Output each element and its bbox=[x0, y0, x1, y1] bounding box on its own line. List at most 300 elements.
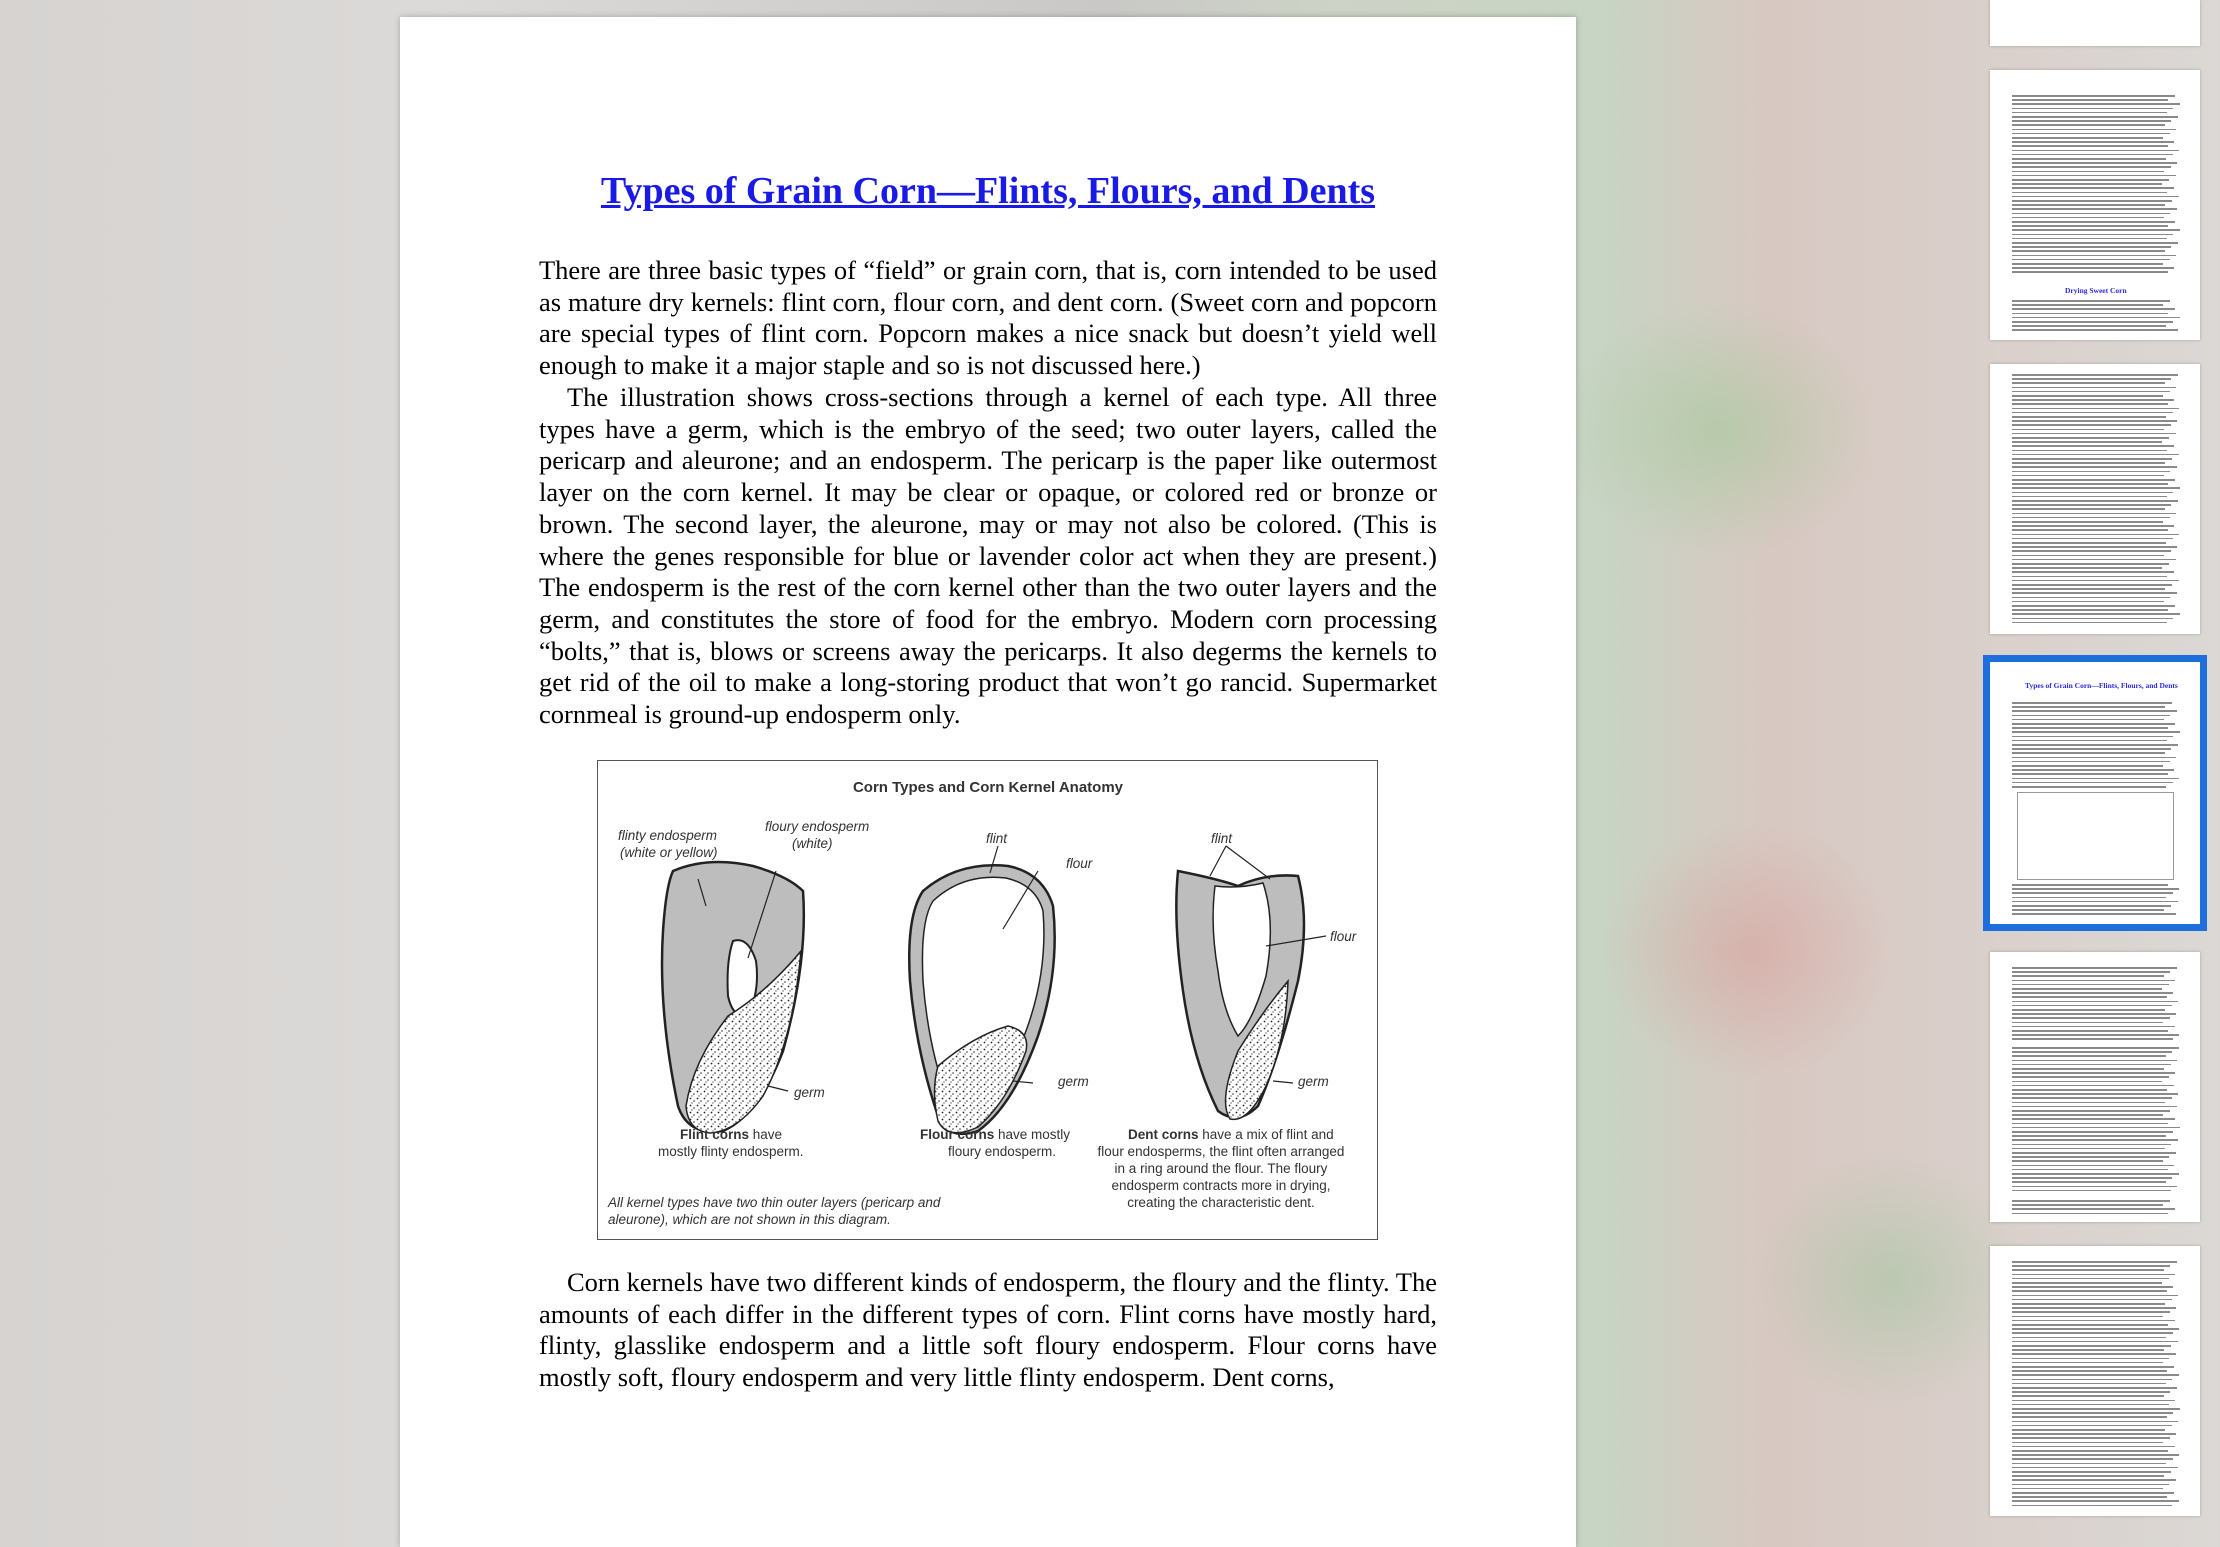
thumbnail-text-line bbox=[2012, 1332, 2173, 1334]
thumbnail-text-line bbox=[2012, 1437, 2170, 1439]
thumbnail-text-line bbox=[2012, 715, 2170, 717]
thumbnail-text-line bbox=[2012, 1152, 2176, 1154]
thumbnail-text-line bbox=[2012, 1496, 2167, 1498]
thumbnail-text-line bbox=[2012, 1169, 2168, 1171]
thumbnail-text-line bbox=[2012, 403, 2168, 405]
thumbnail-text-line bbox=[2012, 255, 2176, 257]
thumbnail-text-line bbox=[2012, 909, 2164, 911]
thumbnail-text-line bbox=[2012, 1106, 2177, 1108]
thumbnail-text-line bbox=[2012, 129, 2176, 131]
thumbnail-text-line bbox=[2012, 217, 2164, 219]
thumbnail-text-line bbox=[2012, 1488, 2163, 1490]
thumbnail-text-line bbox=[2012, 1102, 2165, 1104]
thumbnail-text-line bbox=[2012, 1383, 2166, 1385]
label-floury-endosperm: (white) bbox=[792, 836, 833, 851]
thumbnail-text-line bbox=[2012, 580, 2179, 582]
thumbnail-text-line bbox=[2012, 1425, 2172, 1427]
thumbnail-text-line bbox=[2012, 1362, 2163, 1364]
thumbnail-text-line bbox=[2012, 458, 2172, 460]
thumbnail-text-line bbox=[2012, 263, 2163, 265]
thumbnail-text-line bbox=[2012, 1500, 2179, 1502]
thumbnail-text-line bbox=[2012, 1064, 2171, 1066]
label-germ: germ bbox=[1298, 1074, 1329, 1089]
thumbnail-text-line bbox=[2012, 1110, 2170, 1112]
body-paragraph: The illustration shows cross-sections through a kernel of each type. All three types have a germ, which is the embryo of the seed; two outer layers, called the pericarp and aleurone; and an endosperm. The pericarp is the paper like outermost layer on the corn kernel. It may be clear or opaque, or colored red or bronze or brown. The second layer, the aleurone, may or may not also be colored. (This is where the genes responsible for blue or lavender color act when they are present.) The endosperm is the rest of the corn kernel other than the two outer layers and the germ, and constitutes the store of food for the embryo. Modern corn processing “bolts,” that is, blows or screens away the pericarps. It also degerms the kernels to get rid of the oil to make a long-storing product that won’t go rancid. Supermarket cornmeal is ground-up endosperm only. bbox=[539, 382, 1437, 730]
thumbnail-text-line bbox=[2012, 1492, 2174, 1494]
background-blur bbox=[1750, 1150, 2030, 1410]
thumbnail-text-line bbox=[2012, 778, 2179, 780]
thumbnail-text-line bbox=[2012, 1165, 2174, 1167]
flint-caption: mostly flinty endosperm. bbox=[658, 1144, 804, 1159]
thumbnail-text-line bbox=[2012, 395, 2163, 397]
thumbnail-text-line bbox=[2012, 550, 2171, 552]
thumbnail-text-line bbox=[2012, 462, 2165, 464]
thumbnail-text-line bbox=[2012, 992, 2173, 994]
thumbnail-text-line bbox=[2012, 500, 2178, 502]
thumbnail-text-line bbox=[2012, 187, 2174, 189]
thumbnail-text-line bbox=[2012, 1324, 2168, 1326]
thumbnail-text-line bbox=[2012, 727, 2168, 729]
thumbnail-text-line bbox=[2012, 1081, 2162, 1083]
thumbnail-text-line bbox=[2012, 534, 2179, 536]
thumbnail-text-line bbox=[2012, 1337, 2166, 1339]
background-blur bbox=[1600, 820, 1900, 1080]
thumbnail-text-line bbox=[2012, 374, 2178, 376]
thumbnail-text-line bbox=[2012, 259, 2170, 261]
thumbnail-text-line bbox=[2012, 200, 2172, 202]
thumbnail-text-line bbox=[2012, 225, 2168, 227]
thumbnail-text-line bbox=[2012, 706, 2165, 708]
label-flint: flint bbox=[986, 831, 1008, 846]
thumbnail-text-line bbox=[2012, 1421, 2178, 1423]
thumbnail-text-line bbox=[2012, 1190, 2171, 1192]
thumbnail-text-line bbox=[2012, 601, 2164, 603]
label-flinty-endosperm: flinty endosperm bbox=[618, 828, 718, 843]
thumbnail-text-line bbox=[2012, 1200, 2170, 1202]
thumbnail-text-line bbox=[2012, 1213, 2168, 1215]
thumbnail-text-line bbox=[2012, 1038, 2173, 1040]
thumbnail-text-line bbox=[2012, 108, 2173, 110]
thumbnail-text-line bbox=[2012, 133, 2170, 135]
thumbnail-text-line bbox=[2012, 234, 2173, 236]
thumbnail-text-line bbox=[2012, 555, 2164, 557]
thumbnail-text-line bbox=[2012, 1307, 2176, 1309]
thumbnail-text-line bbox=[2012, 154, 2173, 156]
thumbnail-text-line bbox=[2012, 399, 2174, 401]
thumbnail-text-line bbox=[2012, 1311, 2170, 1313]
dent-caption: endosperm contracts more in drying, bbox=[1111, 1178, 1331, 1193]
thumbnail-text-line bbox=[2012, 1278, 2169, 1280]
thumbnail-text-line bbox=[2012, 1208, 2175, 1210]
thumbnail-text-line bbox=[2012, 420, 2177, 422]
thumbnail-text-line bbox=[2012, 329, 2178, 331]
thumbnail-text-line bbox=[2012, 1055, 2166, 1057]
thumbnail-text-line bbox=[2012, 719, 2164, 721]
thumbnail-text-line bbox=[2012, 1097, 2172, 1099]
thumbnail-text-line bbox=[2012, 250, 2165, 252]
thumbnail-text-line bbox=[2012, 487, 2180, 489]
thumbnail-text-line bbox=[2012, 748, 2171, 750]
thumbnail-text-line bbox=[2012, 975, 2164, 977]
thumbnail-text-line bbox=[2012, 521, 2163, 523]
thumbnail-text-line bbox=[2012, 267, 2174, 269]
flint-kernel-icon bbox=[662, 862, 804, 1133]
thumbnail-text-line bbox=[2012, 1400, 2175, 1402]
thumbnail-text-line bbox=[2012, 1471, 2171, 1473]
thumbnail-text-line bbox=[2012, 584, 2172, 586]
thumbnail-text-line bbox=[2012, 1303, 2165, 1305]
thumbnail-text-line bbox=[2012, 1030, 2168, 1032]
thumbnail-text-line bbox=[2012, 1395, 2164, 1397]
thumbnail-text-line bbox=[2012, 1484, 2169, 1486]
thumbnail-text-line bbox=[2012, 913, 2176, 915]
figure-footnote: aleurone), which are not shown in this diagram. bbox=[608, 1212, 891, 1227]
thumbnail-text-line bbox=[2012, 308, 2175, 310]
thumbnail-text-line bbox=[2012, 137, 2163, 139]
thumbnail-text-line bbox=[2012, 1370, 2167, 1372]
thumbnail-text-line bbox=[2012, 1009, 2165, 1011]
thumbnail-text-line bbox=[2012, 437, 2169, 439]
thumbnail-text-line bbox=[2012, 1463, 2166, 1465]
thumbnail-text-line bbox=[2012, 567, 2162, 569]
thumbnail-text-line bbox=[2012, 141, 2174, 143]
thumbnail-text-line bbox=[2012, 1412, 2173, 1414]
thumbnail-text-line bbox=[2012, 492, 2173, 494]
flour-kernel-icon bbox=[909, 846, 1054, 1134]
thumbnail-text-line bbox=[2012, 508, 2165, 510]
thumbnail-text-line bbox=[2012, 1429, 2165, 1431]
thumbnail-text-line bbox=[2012, 559, 2176, 561]
thumbnail-text-line bbox=[2012, 740, 2167, 742]
thumbnail-text-line bbox=[2012, 103, 2180, 105]
flour-caption: floury endosperm. bbox=[948, 1144, 1057, 1159]
label-flinty-endosperm: (white or yellow) bbox=[620, 845, 718, 860]
thumbnail-text-line bbox=[2012, 304, 2163, 306]
thumbnail-text-line bbox=[2012, 525, 2174, 527]
thumbnail-text-line bbox=[2012, 1148, 2165, 1150]
thumbnail-text-line bbox=[2012, 1467, 2178, 1469]
label-floury-endosperm: floury endosperm bbox=[765, 819, 870, 834]
dent-caption: Dent corns have a mix of flint and bbox=[1128, 1127, 1334, 1142]
thumbnail-text-line bbox=[2012, 408, 2179, 410]
thumbnail-text-line bbox=[2012, 1404, 2169, 1406]
thumbnail-text-line bbox=[2012, 563, 2169, 565]
thumbnail-text-line bbox=[2012, 1328, 2179, 1330]
thumbnail-text-line bbox=[2012, 466, 2177, 468]
thumbnail-text-line bbox=[2012, 321, 2173, 323]
thumbnail-text-line bbox=[2012, 1005, 2172, 1007]
thumbnail-text-line bbox=[2012, 454, 2179, 456]
thumbnail-text-line bbox=[2012, 1345, 2171, 1347]
thumbnail-text-line bbox=[2012, 1320, 2175, 1322]
thumbnail-text-line bbox=[2012, 1358, 2169, 1360]
thumbnail-text-line bbox=[2012, 710, 2177, 712]
thumbnail-text-line bbox=[2012, 496, 2167, 498]
thumbnail-text-line bbox=[2012, 1022, 2163, 1024]
thumbnail-text-line bbox=[2012, 1177, 2172, 1179]
thumbnail-text-line bbox=[2012, 1274, 2175, 1276]
page-thumbnail[interactable] bbox=[1990, 1246, 2200, 1516]
thumbnail-text-line bbox=[2012, 441, 2162, 443]
thumbnail-text-line bbox=[2012, 996, 2167, 998]
dent-caption: creating the characteristic dent. bbox=[1127, 1195, 1315, 1210]
thumbnail-text-line bbox=[2012, 325, 2166, 327]
thumbnail-text-line bbox=[2012, 150, 2179, 152]
thumbnail-text-line bbox=[2012, 1299, 2172, 1301]
thumbnail-text-line bbox=[2012, 1034, 2179, 1036]
thumbnail-text-line bbox=[2012, 736, 2173, 738]
thumbnail-text-line bbox=[2012, 984, 2169, 986]
thumbnail-text-line bbox=[2012, 1353, 2176, 1355]
background-blur bbox=[1560, 300, 1880, 560]
thumbnail-text-line bbox=[2012, 769, 2174, 771]
thumbnail-text-line bbox=[2012, 1505, 2172, 1507]
thumbnail-text-line bbox=[2012, 1114, 2163, 1116]
thumbnail-text-line bbox=[2012, 1156, 2169, 1158]
thumbnail-text-line bbox=[2012, 242, 2178, 244]
thumbnail-text-line bbox=[2012, 1204, 2163, 1206]
thumbnail-title: Drying Sweet Corn bbox=[2065, 286, 2127, 295]
thumbnail-text-line bbox=[2012, 1341, 2178, 1343]
thumbnail-text-line bbox=[2012, 387, 2176, 389]
thumbnail-text-line bbox=[2012, 1479, 2176, 1481]
thumbnail-text-line bbox=[2012, 723, 2175, 725]
thumbnail-text-line bbox=[2012, 1013, 2176, 1015]
thumbnail-text-line bbox=[2012, 517, 2170, 519]
thumbnail-text-line bbox=[2012, 171, 2164, 173]
thumbnail-text-line bbox=[2012, 782, 2173, 784]
thumbnail-text-line bbox=[2012, 166, 2171, 168]
thumbnail-text-line bbox=[2012, 892, 2173, 894]
thumbnail-text-line bbox=[2012, 124, 2165, 126]
flint-caption: Flint corns have bbox=[680, 1127, 783, 1142]
thumbnail-text-line bbox=[2012, 1186, 2177, 1188]
thumbnail-text-line bbox=[2012, 238, 2167, 240]
thumbnail-text-line bbox=[2012, 757, 2176, 759]
thumbnail-text-line bbox=[2012, 592, 2177, 594]
page-title[interactable]: Types of Grain Corn—Flints, Flours, and Dents bbox=[600, 170, 1376, 212]
thumbnail-text-line bbox=[2012, 479, 2175, 481]
page-thumbnail[interactable] bbox=[1990, 70, 2200, 340]
thumbnail-text-line bbox=[2012, 445, 2174, 447]
thumbnail-text-line bbox=[2012, 1139, 2178, 1141]
thumbnail-text-line bbox=[2012, 1269, 2164, 1271]
thumbnail-text-line bbox=[2012, 378, 2171, 380]
figure-title: Corn Types and Corn Kernel Anatomy bbox=[852, 779, 1124, 796]
thumbnail-text-line bbox=[2012, 761, 2170, 763]
thumbnail-text-line bbox=[2012, 744, 2178, 746]
thumbnail-text-line bbox=[2012, 483, 2168, 485]
thumbnail-text-line bbox=[2012, 95, 2175, 97]
thumbnail-text-line bbox=[2012, 1265, 2170, 1267]
thumbnail-text-line bbox=[2012, 313, 2168, 315]
figure-footnote: All kernel types have two thin outer layers (pericarp and bbox=[608, 1195, 941, 1210]
thumbnail-text-line bbox=[2012, 382, 2165, 384]
thumbnail-text-line bbox=[2012, 300, 2170, 302]
thumbnail-text-line bbox=[2012, 1454, 2179, 1456]
thumbnail-text-line bbox=[2012, 504, 2171, 506]
thumbnail-text-line bbox=[2012, 213, 2170, 215]
page-thumbnail[interactable] bbox=[1990, 952, 2200, 1222]
thumbnail-text-line bbox=[2012, 1261, 2177, 1263]
thumbnail-text-line bbox=[2012, 597, 2170, 599]
thumbnail-text-line bbox=[2012, 538, 2173, 540]
thumbnail-title: Types of Grain Corn—Flints, Flours, and Dents bbox=[2025, 681, 2178, 690]
thumbnail-text-line bbox=[2012, 158, 2166, 160]
page-thumbnail[interactable] bbox=[1990, 0, 2200, 46]
thumbnail-text-line bbox=[2012, 1408, 2180, 1410]
dent-caption: in a ring around the flour. The floury bbox=[1114, 1161, 1328, 1176]
thumbnail-text-line bbox=[2012, 1433, 2176, 1435]
corn-kernel-diagram bbox=[598, 761, 1379, 1241]
thumbnail-text-line bbox=[2012, 433, 2176, 435]
thumbnail-text-line bbox=[2012, 888, 2179, 890]
thumbnail-text-line bbox=[2012, 1286, 2173, 1288]
thumbnail-text-line bbox=[2012, 1017, 2170, 1019]
thumbnail-text-line bbox=[2012, 901, 2178, 903]
thumbnail-text-line bbox=[2012, 1160, 2163, 1162]
flour-caption: Flour corns have mostly bbox=[920, 1127, 1071, 1142]
thumbnail-text-line bbox=[2012, 1181, 2166, 1183]
thumbnail-text-line bbox=[2012, 317, 2180, 319]
thumbnail-text-line bbox=[2012, 884, 2168, 886]
thumbnail-text-line bbox=[2012, 605, 2175, 607]
page-thumbnail-selected[interactable] bbox=[1990, 662, 2200, 924]
thumbnail-text-line bbox=[2012, 99, 2168, 101]
page-thumbnail-sidebar[interactable] bbox=[1990, 0, 2200, 1536]
thumbnail-text-line bbox=[2012, 571, 2174, 573]
thumbnail-text-line bbox=[2012, 1458, 2173, 1460]
thumbnail-text-line bbox=[2012, 1076, 2169, 1078]
thumbnail-text-line bbox=[2012, 1282, 2162, 1284]
thumbnail-text-line bbox=[2012, 416, 2166, 418]
thumbnail-text-line bbox=[2012, 271, 2168, 273]
thumbnail-text-line bbox=[2012, 1316, 2163, 1318]
thumbnail-text-line bbox=[2012, 112, 2167, 114]
thumbnail-figure bbox=[2017, 792, 2174, 880]
thumbnail-text-line bbox=[2012, 175, 2176, 177]
thumbnail-text-line bbox=[2012, 412, 2173, 414]
thumbnail-text-line bbox=[2012, 120, 2171, 122]
thumbnail-text-line bbox=[2012, 1475, 2164, 1477]
thumbnail-text-line bbox=[2012, 162, 2177, 164]
thumbnail-text-line bbox=[2012, 1379, 2172, 1381]
thumbnail-text-line bbox=[2012, 179, 2169, 181]
dent-caption: flour endosperms, the flint often arranged bbox=[1097, 1144, 1345, 1159]
thumbnail-text-line bbox=[2012, 246, 2171, 248]
thumbnail-text-line bbox=[2012, 731, 2180, 733]
thumbnail-text-line bbox=[2012, 588, 2165, 590]
thumbnail-text-line bbox=[2012, 1290, 2167, 1292]
thumbnail-text-line bbox=[2012, 1442, 2163, 1444]
thumbnail-text-line bbox=[2012, 1295, 2178, 1297]
thumbnail-text-line bbox=[2012, 471, 2170, 473]
label-flint: flint bbox=[1211, 831, 1233, 846]
thumbnail-text-line bbox=[2012, 786, 2166, 788]
thumbnail-text-line bbox=[2012, 1085, 2174, 1087]
thumbnail-text-line bbox=[2012, 765, 2163, 767]
thumbnail-text-line bbox=[2012, 1089, 2167, 1091]
thumbnail-text-line bbox=[2012, 905, 2171, 907]
thumbnail-text-line bbox=[2012, 1349, 2164, 1351]
thumbnail-text-line bbox=[2012, 1001, 2178, 1003]
thumbnail-text-line bbox=[2012, 204, 2165, 206]
thumbnail-text-line bbox=[2012, 1068, 2164, 1070]
thumbnail-text-line bbox=[2012, 1374, 2179, 1376]
body-paragraph: There are three basic types of “field” or grain corn, that is, corn intended to be used as mature dry kernels: flint corn, flour corn, and dent corn. (Sweet corn and popcorn are special types of flint corn. Popcorn makes a nice snack but doesn’t yield well enough to make it a major staple and so is not discussed here.) bbox=[539, 255, 1437, 381]
thumbnail-text-line bbox=[2012, 221, 2175, 223]
thumbnail-text-line bbox=[2012, 1173, 2179, 1175]
thumbnail-text-line bbox=[2012, 1093, 2178, 1095]
thumbnail-text-line bbox=[2012, 1391, 2170, 1393]
thumbnail-text-line bbox=[2012, 1131, 2173, 1133]
thumbnail-text-line bbox=[2012, 1387, 2177, 1389]
thumbnail-text-line bbox=[2012, 424, 2171, 426]
thumbnail-text-line bbox=[2012, 192, 2167, 194]
thumbnail-text-line bbox=[2012, 391, 2170, 393]
thumbnail-text-line bbox=[2012, 1416, 2167, 1418]
body-paragraph: Corn kernels have two different kinds of endosperm, the floury and the flinty. The amounts of each differ in the different types of corn. Flint corns have mostly hard, flinty, glasslike endosperm and a little soft floury endosperm. Flour corns have mostly soft, floury endosperm and very little flinty endosperm. Dent corns, bbox=[539, 1267, 1437, 1393]
thumbnail-text-line bbox=[2012, 183, 2162, 185]
page-thumbnail[interactable] bbox=[1990, 364, 2200, 634]
label-flour: flour bbox=[1066, 856, 1093, 871]
thumbnail-text-line bbox=[2012, 971, 2170, 973]
thumbnail-text-line bbox=[2012, 988, 2162, 990]
thumbnail-text-line bbox=[2012, 1051, 2172, 1053]
thumbnail-text-line bbox=[2012, 1144, 2171, 1146]
thumbnail-text-line bbox=[2012, 1072, 2175, 1074]
label-flour: flour bbox=[1330, 929, 1357, 944]
thumbnail-text-line bbox=[2012, 529, 2168, 531]
thumbnail-text-line bbox=[2012, 752, 2165, 754]
thumbnail-text-line bbox=[2012, 702, 2172, 704]
thumbnail-text-line bbox=[2012, 229, 2180, 231]
thumbnail-text-line bbox=[2012, 196, 2179, 198]
corn-anatomy-figure bbox=[597, 760, 1378, 1240]
thumbnail-text-line bbox=[2012, 1446, 2175, 1448]
thumbnail-text-line bbox=[2012, 546, 2177, 548]
thumbnail-text-line bbox=[2012, 773, 2168, 775]
thumbnail-text-line bbox=[2012, 475, 2164, 477]
thumbnail-text-line bbox=[2012, 513, 2176, 515]
thumbnail-text-line bbox=[2012, 429, 2164, 431]
thumbnail-text-line bbox=[2012, 1366, 2174, 1368]
thumbnail-text-line bbox=[2012, 1118, 2175, 1120]
thumbnail-text-line bbox=[2012, 145, 2168, 147]
label-germ: germ bbox=[794, 1085, 825, 1100]
document-page[interactable] bbox=[400, 17, 1576, 1547]
thumbnail-text-line bbox=[2012, 609, 2168, 611]
thumbnail-text-line bbox=[2012, 1123, 2168, 1125]
thumbnail-text-line bbox=[2012, 1060, 2177, 1062]
thumbnail-text-line bbox=[2012, 208, 2177, 210]
thumbnail-text-line bbox=[2012, 1026, 2175, 1028]
thumbnail-text-line bbox=[2012, 967, 2177, 969]
thumbnail-text-line bbox=[2012, 116, 2178, 118]
thumbnail-text-line bbox=[2012, 613, 2180, 615]
thumbnail-text-line bbox=[2012, 542, 2166, 544]
thumbnail-text-line bbox=[2012, 1135, 2166, 1137]
thumbnail-text-line bbox=[2012, 622, 2167, 624]
thumbnail-text-line bbox=[2012, 450, 2167, 452]
label-germ: germ bbox=[1058, 1074, 1089, 1089]
thumbnail-text-line bbox=[2012, 1450, 2168, 1452]
thumbnail-text-line bbox=[2012, 1047, 2179, 1049]
thumbnail-text-line bbox=[2012, 618, 2173, 620]
thumbnail-text-line bbox=[2012, 980, 2175, 982]
thumbnail-text-line bbox=[2012, 576, 2167, 578]
thumbnail-text-line bbox=[2012, 1127, 2180, 1129]
